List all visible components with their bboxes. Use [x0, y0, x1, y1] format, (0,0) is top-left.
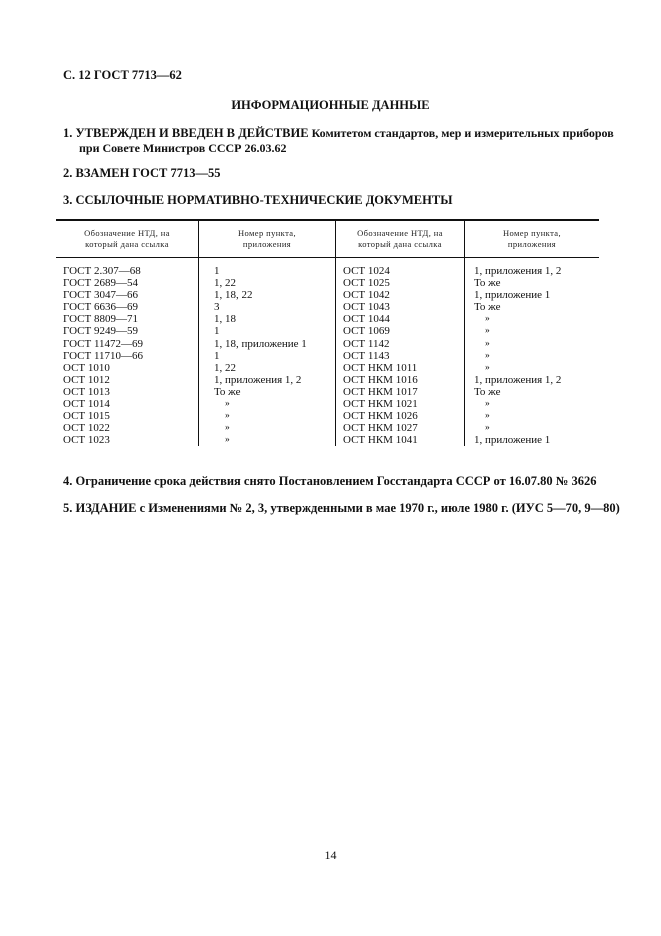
- item-limitation: 4. Ограничение срока действия снято Постановлением Госстандарта СССР от 16.07.80 № 3626: [63, 474, 597, 488]
- table-cell: ОСТ НКМ 1017: [343, 385, 418, 398]
- table-divider-1: [198, 221, 199, 446]
- item-approved-rest: Комитетом стандартов, мер и измерительных приборов: [308, 126, 614, 140]
- table-cell: 1, 22: [214, 277, 236, 290]
- table-cell: ГОСТ 11472—69: [63, 337, 144, 350]
- item-edition-rest: с Изменениями № 2, 3, утвержденными в мае 1970 г., июле 1980 г. (ИУС 5—70, 9—80): [136, 501, 620, 515]
- table-cell: ГОСТ 8809—71: [63, 313, 138, 326]
- table-cell: »: [485, 362, 490, 373]
- table-cell: То же: [474, 385, 501, 398]
- table-cell: То же: [474, 277, 501, 290]
- table-cell: ОСТ 1015: [63, 410, 110, 423]
- table-header-point-right: Номер пункта, приложения: [502, 228, 562, 249]
- item-approved: [63, 126, 614, 141]
- table-cell: »: [485, 399, 490, 410]
- table-cell: ОСТ 1142: [343, 337, 390, 350]
- table-cell: ОСТ НКМ 1026: [343, 410, 418, 423]
- item-approved-lead: 1. УТВЕРЖДЕН И ВВЕДЕН В ДЕЙСТВИЕ: [63, 126, 309, 140]
- table-cell: ОСТ НКМ 1021: [343, 398, 418, 411]
- table-cell: 1, 18, приложение 1: [214, 337, 307, 350]
- table-cell: ОСТ 1042: [343, 289, 390, 302]
- table-cell: То же: [474, 301, 501, 314]
- table-header-designation-right: Обозначение НТД, на который дана ссылка: [357, 228, 443, 249]
- table-cell: »: [225, 399, 230, 410]
- page-header: С. 12 ГОСТ 7713—62: [63, 68, 182, 82]
- table-cell: 1, приложение 1: [474, 434, 551, 447]
- table-cell: 1, приложение 1: [474, 289, 551, 302]
- table-cell: 1: [214, 265, 220, 277]
- item-references: 3. ССЫЛОЧНЫЕ НОРМАТИВНО-ТЕХНИЧЕСКИЕ ДОКУМЕНТЫ: [63, 193, 453, 207]
- table-cell: »: [485, 326, 490, 337]
- table-cell: ОСТ 1143: [343, 349, 390, 362]
- table-top-rule: [56, 219, 599, 221]
- table-cell: ОСТ НКМ 1027: [343, 422, 418, 435]
- table-col-right-docs: [343, 265, 418, 446]
- table-cell: 1, 18, 22: [214, 289, 253, 302]
- table-col-left-docs: [63, 265, 143, 446]
- table-cell: ОСТ 1014: [63, 398, 110, 411]
- item-approved-line2: при Совете Министров СССР 26.03.62: [79, 141, 287, 155]
- table-cell: ГОСТ 2.307—68: [63, 265, 141, 277]
- table-cell: ГОСТ 6636—69: [63, 301, 138, 314]
- table-cell: 1, 18: [214, 313, 236, 326]
- table-cell: »: [485, 423, 490, 434]
- table-divider-2: [335, 221, 336, 446]
- table-divider-3: [464, 221, 465, 446]
- table-cell: »: [485, 314, 490, 325]
- table-cell: ОСТ НКМ 1016: [343, 373, 418, 386]
- section-title: ИНФОРМАЦИОННЫЕ ДАННЫЕ: [231, 98, 430, 112]
- table-cell: ОСТ 1010: [63, 361, 110, 374]
- table-col-right-points: [474, 265, 561, 446]
- table-cell: То же: [214, 385, 241, 398]
- table-cell: 1: [214, 349, 220, 362]
- table-cell: »: [485, 411, 490, 422]
- table-header-designation-left: Обозначение НТД, на который дана ссылка: [84, 228, 170, 249]
- table-cell: ОСТ 1044: [343, 313, 390, 326]
- table-cell: »: [225, 411, 230, 422]
- table-cell: 1, приложения 1, 2: [474, 265, 562, 277]
- page-number: 14: [324, 848, 337, 862]
- table-cell: ОСТ 1069: [343, 325, 390, 338]
- item-replaced: 2. ВЗАМЕН ГОСТ 7713—55: [63, 166, 221, 180]
- table-cell: ОСТ 1043: [343, 301, 390, 314]
- item-edition: [63, 501, 620, 516]
- table-cell: ГОСТ 3047—66: [63, 289, 138, 302]
- table-cell: ГОСТ 9249—59: [63, 325, 138, 338]
- table-cell: ОСТ 1023: [63, 434, 110, 447]
- table-cell: ОСТ 1012: [63, 373, 110, 386]
- table-cell: ГОСТ 11710—66: [63, 349, 144, 362]
- table-cell: ГОСТ 2689—54: [63, 277, 138, 290]
- table-header-rule: [56, 257, 599, 258]
- table-cell: »: [485, 350, 490, 361]
- table-cell: 1, приложения 1, 2: [474, 373, 562, 386]
- table-cell: ОСТ 1025: [343, 277, 390, 290]
- table-cell: 1: [214, 325, 220, 338]
- table-cell: »: [225, 423, 230, 434]
- table-cell: ОСТ 1024: [343, 265, 390, 277]
- table-col-left-points: [214, 265, 307, 446]
- table-cell: ОСТ 1022: [63, 422, 110, 435]
- table-cell: »: [485, 338, 490, 349]
- table-cell: 1, приложения 1, 2: [214, 373, 302, 386]
- table-cell: ОСТ 1013: [63, 385, 110, 398]
- table-cell: 1, 22: [214, 361, 236, 374]
- table-cell: ОСТ НКМ 1041: [343, 434, 418, 447]
- table-header-point-left: Номер пункта, приложения: [237, 228, 297, 249]
- table-cell: 3: [214, 301, 220, 314]
- table-cell: »: [225, 435, 230, 446]
- item-edition-lead: 5. ИЗДАНИЕ: [63, 501, 137, 515]
- table-cell: ОСТ НКМ 1011: [343, 361, 418, 374]
